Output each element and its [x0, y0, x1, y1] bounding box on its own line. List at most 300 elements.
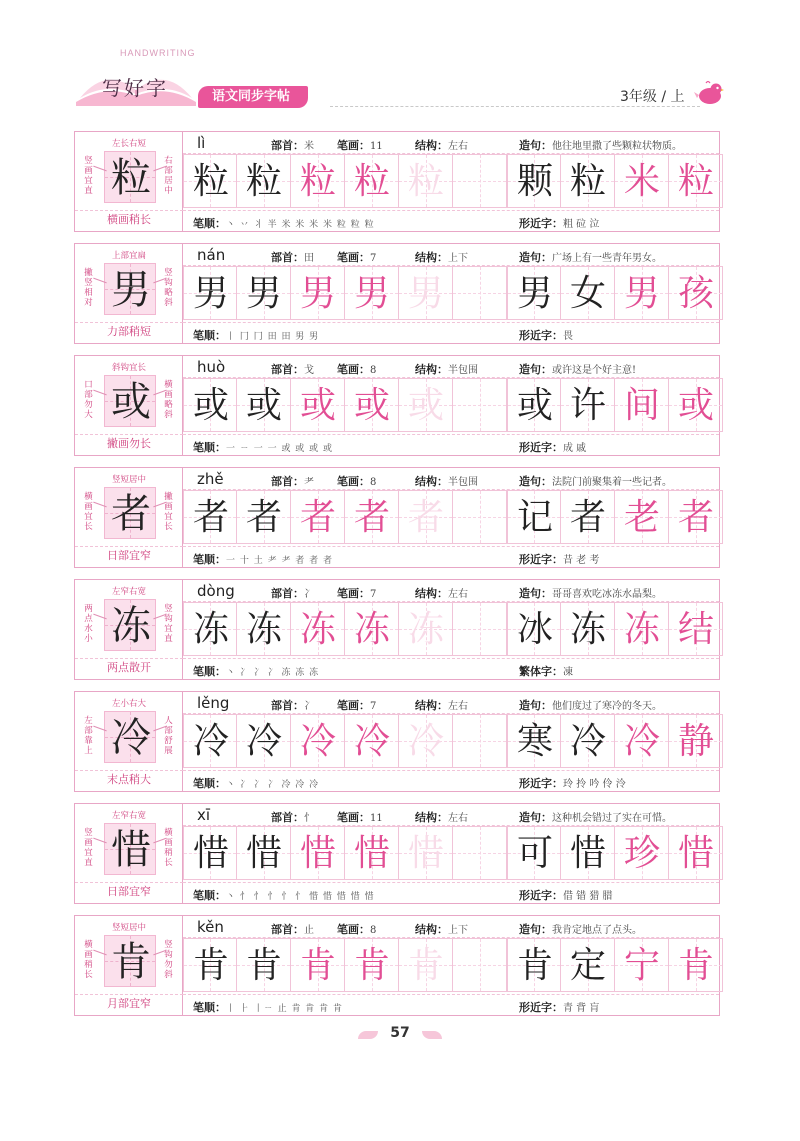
- grid-square[interactable]: [345, 490, 399, 544]
- model-character-box: [104, 711, 156, 763]
- stroke-order-field: [193, 887, 375, 903]
- stroke-count-label: 笔画：: [337, 699, 370, 712]
- sentence-label: 造句：: [519, 811, 552, 824]
- model-cell: [75, 356, 183, 455]
- similar-char-value: 借 错 猎 腊: [563, 891, 613, 902]
- grid-square[interactable]: [291, 266, 345, 320]
- character-row: [74, 131, 720, 232]
- grid-square[interactable]: [237, 378, 291, 432]
- word-character: 冻: [623, 609, 660, 650]
- radical-label: 部首：: [271, 923, 304, 936]
- tip-right: 撇画宜长: [164, 492, 173, 532]
- page-number: [350, 1024, 450, 1046]
- word-character: 冷: [569, 721, 606, 762]
- model-character: 肯: [111, 939, 151, 985]
- similar-char-label: 形近字：: [519, 217, 563, 230]
- tip-bottom: 两点散开: [75, 658, 183, 679]
- grid-square[interactable]: [399, 714, 453, 768]
- structure-field: [415, 585, 468, 601]
- radical-value: 冫: [304, 701, 314, 712]
- model-cell: [75, 244, 183, 343]
- grid-square[interactable]: [291, 938, 345, 992]
- tip-bottom: 横画稍长: [75, 210, 183, 231]
- grid-square[interactable]: [615, 266, 669, 320]
- radical-label: 部首：: [271, 139, 304, 152]
- trace-character: 肯: [407, 945, 444, 986]
- header-divider: [330, 106, 700, 107]
- character-row: [74, 803, 720, 904]
- word-character: 间: [623, 385, 660, 426]
- sentence-value: 他往地里撒了些颗粒状物质。: [552, 141, 682, 152]
- model-cell: [75, 692, 183, 791]
- trace-character: 者: [245, 497, 282, 538]
- strokes-count-field: [337, 361, 376, 377]
- grid-square[interactable]: [669, 602, 723, 656]
- trace-character: 粒: [245, 161, 282, 202]
- grid-square[interactable]: [507, 714, 561, 768]
- tracing-grid: [183, 602, 507, 658]
- grid-square[interactable]: [561, 938, 615, 992]
- structure-value: 上下: [448, 253, 468, 264]
- page-header: [0, 0, 800, 120]
- grid-square[interactable]: [399, 826, 453, 880]
- grid-square[interactable]: [561, 826, 615, 880]
- sentence-value: 这种机会错过了实在可惜。: [552, 813, 672, 824]
- word-character: 米: [623, 161, 660, 202]
- grid-square[interactable]: [345, 826, 399, 880]
- similar-char-field: [519, 887, 613, 903]
- structure-label: 结构：: [415, 699, 448, 712]
- trace-character: 肯: [299, 945, 336, 986]
- trace-character: 粒: [299, 161, 336, 202]
- grid-square[interactable]: [669, 490, 723, 544]
- structure-label: 结构：: [415, 587, 448, 600]
- stroke-order-label: 笔顺：: [193, 665, 226, 678]
- stroke-count-label: 笔画：: [337, 923, 370, 936]
- sentence-field: [519, 585, 662, 601]
- grid-square[interactable]: [669, 714, 723, 768]
- grid-square[interactable]: [561, 154, 615, 208]
- logo-title: 写好字: [102, 76, 168, 100]
- word-character: 或: [516, 385, 553, 426]
- stroke-order-field: [193, 999, 343, 1015]
- grid-square[interactable]: [453, 266, 507, 320]
- grid-square[interactable]: [345, 938, 399, 992]
- grid-square[interactable]: [507, 154, 561, 208]
- grid-square[interactable]: [669, 266, 723, 320]
- word-grid: [507, 938, 723, 994]
- grid-square[interactable]: [291, 602, 345, 656]
- radical-field: [271, 473, 314, 489]
- tip-right: 人部舒展: [164, 716, 173, 756]
- radical-value: 田: [304, 253, 314, 264]
- grid-square[interactable]: [237, 938, 291, 992]
- trace-character: 者: [407, 497, 444, 538]
- grid-square[interactable]: [399, 378, 453, 432]
- grid-square[interactable]: [669, 938, 723, 992]
- word-character: 男: [623, 273, 660, 314]
- grid-square[interactable]: [345, 714, 399, 768]
- similar-char-field: [519, 551, 599, 567]
- trace-character: 肯: [353, 945, 390, 986]
- structure-field: [415, 809, 468, 825]
- structure-field: [415, 921, 468, 937]
- structure-value: 半包围: [448, 477, 478, 488]
- tracing-grid: [183, 714, 507, 770]
- word-character: 者: [677, 497, 714, 538]
- practice-rows: [74, 131, 720, 1027]
- sentence-field: [519, 361, 636, 377]
- radical-field: [271, 809, 314, 825]
- stroke-order-label: 笔顺：: [193, 553, 226, 566]
- stroke-order-bar: [183, 210, 719, 231]
- grid-square[interactable]: [507, 266, 561, 320]
- word-grid: [507, 714, 723, 770]
- trace-character: 冻: [407, 609, 444, 650]
- tip-top: 斜钩宜长: [111, 363, 146, 373]
- model-character: 者: [111, 491, 151, 537]
- trace-character: 冻: [245, 609, 282, 650]
- tip-right: 竖钩勿斜: [164, 940, 173, 980]
- tip-bottom: 力部稍短: [75, 322, 183, 343]
- grid-square[interactable]: [291, 490, 345, 544]
- trace-character: 或: [407, 385, 444, 426]
- grid-square[interactable]: [561, 714, 615, 768]
- grid-square[interactable]: [507, 826, 561, 880]
- stroke-count-label: 笔画：: [337, 363, 370, 376]
- stroke-order-bar: [183, 770, 719, 791]
- character-row: [74, 691, 720, 792]
- grid-square[interactable]: [615, 490, 669, 544]
- structure-value: 半包围: [448, 365, 478, 376]
- grid-square[interactable]: [399, 266, 453, 320]
- grid-square[interactable]: [291, 714, 345, 768]
- tip-top: 左小右大: [111, 699, 146, 709]
- grid-square[interactable]: [507, 602, 561, 656]
- model-character-box: [104, 263, 156, 315]
- word-grid: [507, 826, 723, 882]
- character-info: [183, 468, 719, 490]
- grid-square[interactable]: [453, 602, 507, 656]
- sentence-value: 或许这是个好主意!: [552, 365, 637, 376]
- word-character: 珍: [623, 833, 660, 874]
- tip-bottom: 撇画勿长: [75, 434, 183, 455]
- strokes-count-field: [337, 809, 383, 825]
- stroke-order-label: 笔顺：: [193, 889, 226, 902]
- character-info: [183, 692, 719, 714]
- radical-value: 冫: [304, 589, 314, 600]
- grid-square[interactable]: [345, 266, 399, 320]
- radical-field: [271, 361, 314, 377]
- model-cell: [75, 580, 183, 679]
- grid-square[interactable]: [561, 266, 615, 320]
- model-character: 冻: [111, 603, 151, 649]
- word-character: 肯: [677, 945, 714, 986]
- tip-top: 左窄右宽: [111, 811, 146, 821]
- structure-value: 上下: [448, 925, 468, 936]
- stroke-order-bar: [183, 994, 719, 1015]
- tip-left: 横画宜长: [84, 492, 93, 532]
- trace-character: 冷: [353, 721, 390, 762]
- tip-top: 上部宜扁: [111, 251, 146, 261]
- word-grid: [507, 378, 723, 434]
- similar-char-field: [519, 999, 599, 1015]
- sentence-value: 他们度过了寒冷的冬天。: [552, 701, 662, 712]
- tip-right: 竖钩略斜: [164, 268, 173, 308]
- tracing-grid: [183, 938, 507, 994]
- stroke-order-label: 笔顺：: [193, 441, 226, 454]
- tip-top: 左长右短: [111, 139, 146, 149]
- trace-character: 或: [192, 385, 229, 426]
- word-character: 可: [516, 833, 553, 874]
- similar-char-field: [519, 215, 599, 231]
- radical-value: 米: [304, 141, 314, 152]
- similar-char-value: 凍: [563, 667, 573, 678]
- model-cell: [75, 132, 183, 231]
- grid-square[interactable]: [507, 938, 561, 992]
- similar-char-value: 青 背 肓: [563, 1003, 600, 1014]
- stroke-count-value: 7: [370, 589, 377, 600]
- grid-square[interactable]: [399, 490, 453, 544]
- strokes-count-field: [337, 697, 376, 713]
- grid-square[interactable]: [615, 714, 669, 768]
- model-cell: [75, 804, 183, 903]
- grid-square[interactable]: [183, 714, 237, 768]
- grid-square[interactable]: [183, 378, 237, 432]
- trace-character: 或: [245, 385, 282, 426]
- tip-bottom: 日部宜窄: [75, 882, 183, 903]
- grid-square[interactable]: [183, 826, 237, 880]
- grid-square[interactable]: [453, 154, 507, 208]
- trace-character: 粒: [407, 161, 444, 202]
- grid-square[interactable]: [453, 378, 507, 432]
- character-info: [183, 580, 719, 602]
- pinyin: huò: [197, 358, 226, 376]
- trace-character: 冷: [192, 721, 229, 762]
- similar-char-label: 形近字：: [519, 777, 563, 790]
- word-character: 记: [516, 497, 553, 538]
- word-character: 惜: [677, 833, 714, 874]
- trace-character: 惜: [299, 833, 336, 874]
- word-character: 寒: [516, 721, 553, 762]
- pinyin: zhě: [197, 470, 224, 488]
- similar-char-label: 形近字：: [519, 889, 563, 902]
- stroke-count-value: 8: [370, 365, 377, 376]
- grid-square[interactable]: [399, 602, 453, 656]
- grid-square[interactable]: [507, 490, 561, 544]
- similar-char-value: 昔 老 考: [563, 555, 600, 566]
- stroke-order-value: 一 十 土 耂 耂 者 者 者: [226, 556, 334, 566]
- grid-square[interactable]: [237, 490, 291, 544]
- grid-square[interactable]: [237, 714, 291, 768]
- similar-char-value: 成 戚: [563, 443, 587, 454]
- trace-character: 男: [192, 273, 229, 314]
- trace-character: 者: [299, 497, 336, 538]
- grid-square[interactable]: [615, 602, 669, 656]
- structure-value: 左右: [448, 589, 468, 600]
- tip-right: 右部居中: [164, 156, 173, 196]
- grid-square[interactable]: [507, 378, 561, 432]
- word-character: 肯: [516, 945, 553, 986]
- sentence-value: 法院门前聚集着一些记者。: [552, 477, 672, 488]
- sentence-label: 造句：: [519, 139, 552, 152]
- similar-char-value: 玲 拎 吟 伶 泠: [563, 779, 626, 790]
- tip-bottom: 末点稍大: [75, 770, 183, 791]
- stroke-order-bar: [183, 546, 719, 567]
- strokes-count-field: [337, 137, 383, 153]
- similar-char-value: 粗 砬 泣: [563, 219, 600, 230]
- grid-square[interactable]: [615, 154, 669, 208]
- grid-square[interactable]: [399, 938, 453, 992]
- sentence-value: 哥哥喜欢吃冰冻水晶梨。: [552, 589, 662, 600]
- grid-square[interactable]: [183, 938, 237, 992]
- trace-character: 者: [192, 497, 229, 538]
- trace-character: 肯: [192, 945, 229, 986]
- tracing-grid: [183, 266, 507, 322]
- structure-label: 结构：: [415, 251, 448, 264]
- tip-top: 左窄右宽: [111, 587, 146, 597]
- structure-label: 结构：: [415, 139, 448, 152]
- radical-field: [271, 585, 314, 601]
- similar-char-field: [519, 327, 573, 343]
- grid-square[interactable]: [453, 826, 507, 880]
- model-character-box: [104, 375, 156, 427]
- stroke-order-field: [193, 327, 319, 343]
- sentence-label: 造句：: [519, 475, 552, 488]
- stroke-count-value: 11: [370, 141, 383, 152]
- grid-square[interactable]: [237, 602, 291, 656]
- grid-square[interactable]: [399, 154, 453, 208]
- grid-square[interactable]: [291, 154, 345, 208]
- stroke-order-field: [193, 551, 333, 567]
- word-character: 粒: [569, 161, 606, 202]
- word-character: 冰: [516, 609, 553, 650]
- radical-label: 部首：: [271, 363, 304, 376]
- stroke-order-bar: [183, 434, 719, 455]
- grid-square[interactable]: [615, 826, 669, 880]
- radical-field: [271, 697, 314, 713]
- grid-square[interactable]: [237, 826, 291, 880]
- sentence-label: 造句：: [519, 699, 552, 712]
- structure-label: 结构：: [415, 923, 448, 936]
- word-character: 男: [516, 273, 553, 314]
- strokes-count-field: [337, 921, 376, 937]
- grid-square[interactable]: [453, 714, 507, 768]
- grid-square[interactable]: [453, 938, 507, 992]
- grid-square[interactable]: [237, 154, 291, 208]
- character-row: [74, 243, 720, 344]
- stroke-order-label: 笔顺：: [193, 329, 226, 342]
- word-character: 或: [677, 385, 714, 426]
- word-character: 静: [677, 721, 714, 762]
- model-character-box: [104, 935, 156, 987]
- stroke-order-value: 丶 忄 忄 忄 忄 忄 惜 惜 惜 惜 惜: [226, 892, 375, 902]
- pinyin: nán: [197, 246, 226, 264]
- word-character: 粒: [677, 161, 714, 202]
- model-character: 或: [111, 379, 151, 425]
- trace-character: 肯: [245, 945, 282, 986]
- sentence-label: 造句：: [519, 363, 552, 376]
- grid-square[interactable]: [183, 154, 237, 208]
- stroke-count-label: 笔画：: [337, 139, 370, 152]
- grid-square[interactable]: [669, 378, 723, 432]
- model-character-box: [104, 599, 156, 651]
- radical-value: 止: [304, 925, 314, 936]
- character-info: [183, 132, 719, 154]
- structure-label: 结构：: [415, 363, 448, 376]
- sentence-field: [519, 473, 672, 489]
- grid-square[interactable]: [345, 378, 399, 432]
- strokes-count-field: [337, 585, 376, 601]
- grid-square[interactable]: [183, 490, 237, 544]
- grid-square[interactable]: [669, 826, 723, 880]
- tip-right: 竖钩宜直: [164, 604, 173, 644]
- word-character: 冻: [569, 609, 606, 650]
- radical-label: 部首：: [271, 587, 304, 600]
- trace-character: 惜: [353, 833, 390, 874]
- grid-square[interactable]: [615, 938, 669, 992]
- model-character-box: [104, 151, 156, 203]
- grid-square[interactable]: [291, 826, 345, 880]
- trace-character: 男: [353, 273, 390, 314]
- trace-character: 男: [299, 273, 336, 314]
- model-character: 冷: [111, 715, 151, 761]
- grid-square[interactable]: [183, 602, 237, 656]
- word-character: 冷: [623, 721, 660, 762]
- model-character: 男: [111, 267, 151, 313]
- grid-square[interactable]: [561, 490, 615, 544]
- model-cell: [75, 468, 183, 567]
- grid-square[interactable]: [183, 266, 237, 320]
- section-tag: 语文同步字帖: [198, 86, 308, 108]
- stroke-order-value: 一 ㄧ 一 一 或 或 或 或: [226, 444, 334, 454]
- sentence-field: [519, 137, 682, 153]
- word-grid: [507, 154, 723, 210]
- tip-left: 两点水小: [84, 604, 93, 644]
- radical-value: 戈: [304, 365, 314, 376]
- model-character: 粒: [111, 155, 151, 201]
- grid-square[interactable]: [669, 154, 723, 208]
- trace-character: 惜: [192, 833, 229, 874]
- grid-square[interactable]: [345, 154, 399, 208]
- radical-value: 耂: [304, 477, 314, 488]
- grid-square[interactable]: [291, 378, 345, 432]
- radical-value: 忄: [304, 813, 314, 824]
- structure-value: 左右: [448, 141, 468, 152]
- similar-char-label: 繁体字：: [519, 665, 563, 678]
- bird-icon: [694, 80, 724, 106]
- word-character: 结: [677, 609, 714, 650]
- grid-square[interactable]: [561, 378, 615, 432]
- tip-bottom: 月部宜窄: [75, 994, 183, 1015]
- grid-square[interactable]: [561, 602, 615, 656]
- grid-square[interactable]: [453, 490, 507, 544]
- grid-square[interactable]: [615, 378, 669, 432]
- word-character: 惜: [569, 833, 606, 874]
- pinyin: xī: [197, 806, 211, 824]
- tracing-grid: [183, 490, 507, 546]
- pinyin: kěn: [197, 918, 224, 936]
- grid-square[interactable]: [345, 602, 399, 656]
- character-row: [74, 467, 720, 568]
- grid-square[interactable]: [237, 266, 291, 320]
- trace-character: 男: [407, 273, 444, 314]
- stroke-count-label: 笔画：: [337, 475, 370, 488]
- stroke-order-field: [193, 439, 333, 455]
- stroke-order-bar: [183, 658, 719, 679]
- trace-character: 冷: [407, 721, 444, 762]
- model-character-box: [104, 823, 156, 875]
